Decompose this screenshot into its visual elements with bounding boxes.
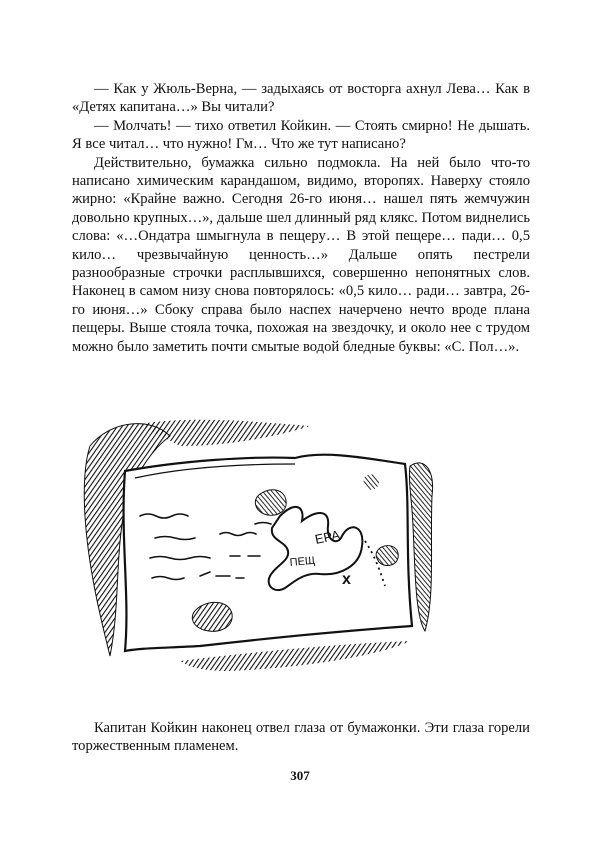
paragraph: Капитан Койкин наконец отвел глаза от бумажонки. Эти глаза горели торжественным пламенем. <box>72 720 530 755</box>
map-label-side: ПЕЩ <box>289 554 316 569</box>
paragraph: — Как у Жюль-Верна, — задыхаясь от восторга ахнул Лева… Как в «Детях капитана…» Вы читали? <box>72 81 530 116</box>
ink-blot <box>255 490 286 515</box>
cave-map-illustration <box>80 416 460 678</box>
shadow-right <box>409 463 432 631</box>
map-mark-x: x <box>342 571 351 588</box>
bottom-text-block <box>72 719 530 756</box>
top-text-block <box>72 80 530 356</box>
paragraph: Действительно, бумажка сильно подмокла. На ней было что-то написано химическим карандашом, видимо, второпях. Наверху стояло жирно: «Крайне важно. Сегодня 26-го июня… нашел пять жемчужин довольно крупных…», дальше шел длинный ряд клякс. Потом виднелись слова: «…Ондатра шмыгнула в пещеру… В этой пещере… пади… 0,5 кило… чрезвычайную ценность…» Дальше опять пестрели разнообразные строчки расплывшихся, совершенно непонятных слов. Наконец в самом низу снова повторялось: «0,5 кило… ради… завтра, 26-го июня…» Сбоку справа было наспех начерчено нечто вроде плана пещеры. Выше стояла точка, похожая на звездочку, и около нее с трудом можно было заметить почти смытые водой бледные буквы: «С. Пол…». <box>72 154 530 355</box>
paragraph: — Молчать! — тихо ответил Койкин. — Стоять смирно! Не дышать. Я все читал… что нужно! Гм… Что же тут написано? <box>72 117 530 153</box>
ink-blot <box>363 474 379 489</box>
shadow-bottom <box>180 641 410 671</box>
shadow-top <box>140 420 310 446</box>
ink-blot <box>376 546 398 566</box>
map-label-top: ЕРА <box>313 527 342 547</box>
page-number: 307 <box>290 768 310 783</box>
